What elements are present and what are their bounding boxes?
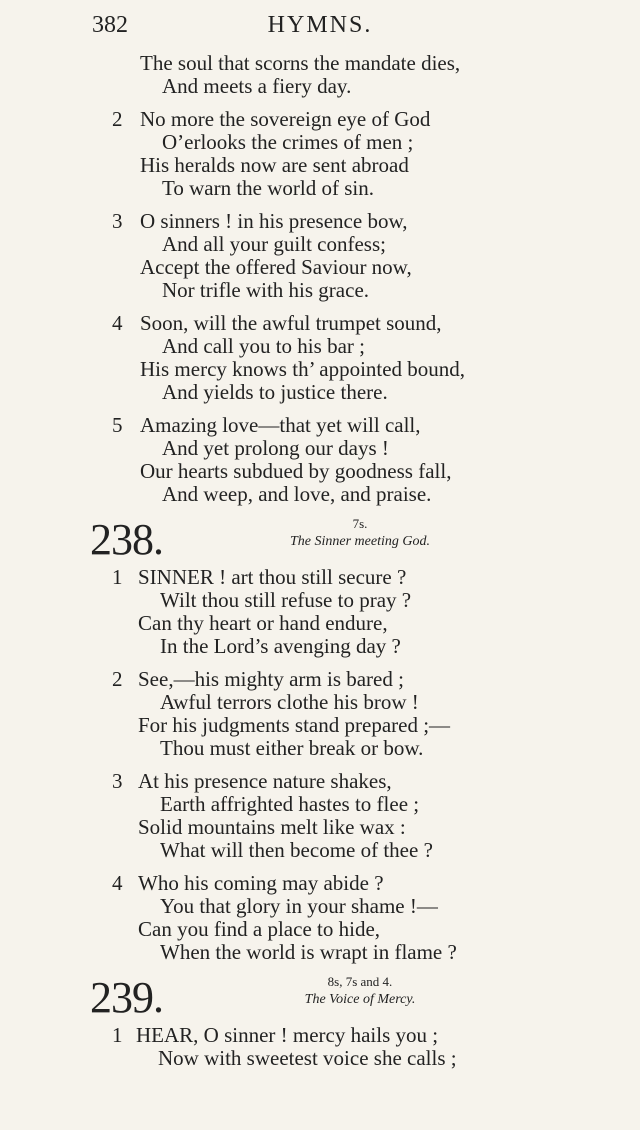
verse-text: And call you to his bar ; — [162, 334, 365, 358]
verse-line — [0, 131, 640, 154]
verse-line — [0, 233, 640, 256]
verse-line — [0, 566, 640, 589]
verse-text: Now with sweetest voice she calls ; — [158, 1046, 457, 1070]
stanza — [0, 566, 640, 658]
stanza-continued — [0, 52, 640, 98]
verse-line — [0, 437, 640, 460]
verse-text: Nor trifle with his grace. — [162, 278, 370, 302]
verse-line — [0, 589, 640, 612]
verse-line — [0, 816, 640, 839]
stanza-number: 1 — [112, 565, 123, 589]
verse-text: And yields to justice there. — [162, 380, 388, 404]
verse-line — [0, 793, 640, 816]
verse-line — [0, 1047, 640, 1070]
stanza-number: 4 — [112, 311, 123, 335]
verse-text: Solid mountains melt like wax : — [138, 815, 406, 839]
verse-line — [0, 52, 640, 75]
verse-line — [0, 210, 640, 233]
verse-text: Thou must either break or bow. — [160, 736, 424, 760]
verse-text: To warn the world of sin. — [162, 176, 374, 200]
verse-text: SINNER ! art thou still secure ? — [138, 565, 407, 589]
stanza-number: 2 — [112, 107, 123, 131]
stanza — [0, 872, 640, 964]
verse-text: For his judgments stand prepared ;— — [138, 713, 451, 737]
stanza-number: 4 — [112, 871, 123, 895]
verse-line — [0, 918, 640, 941]
verse-line — [0, 381, 640, 404]
verse-text: And yet prolong our days ! — [162, 436, 389, 460]
verse-text: Earth affrighted hastes to flee ; — [160, 792, 420, 816]
verse-line — [0, 460, 640, 483]
verse-line — [0, 256, 640, 279]
verse-line — [0, 872, 640, 895]
verse-line — [0, 635, 640, 658]
verse-text: When the world is wrapt in flame ? — [160, 940, 457, 964]
stanza-number: 1 — [112, 1023, 123, 1047]
stanza-number: 5 — [112, 413, 123, 437]
verse-text: Can you find a place to hide, — [138, 917, 381, 941]
verse-text: O’erlooks the crimes of men ; — [162, 130, 414, 154]
verse-text: Amazing love—that yet will call, — [140, 413, 421, 437]
stanza-number: 3 — [112, 769, 123, 793]
verse-text: His heralds now are sent abroad — [140, 153, 409, 177]
verse-text: See,—his mighty arm is bared ; — [138, 667, 404, 691]
verse-line — [0, 839, 640, 862]
stanza-number: 3 — [112, 209, 123, 233]
verse-text: Our hearts subdued by goodness fall, — [140, 459, 452, 483]
verse-line — [0, 108, 640, 131]
verse-line — [0, 414, 640, 437]
verse-text: Can thy heart or hand endure, — [138, 611, 388, 635]
verse-text: At his presence nature shakes, — [138, 769, 392, 793]
stanza — [0, 312, 640, 404]
hymn-title: The Sinner meeting God. — [290, 534, 430, 549]
verse-line — [0, 358, 640, 381]
stanza — [0, 1024, 640, 1070]
hymn-number: 239. — [90, 973, 163, 1022]
verse-text: Awful terrors clothe his brow ! — [160, 690, 419, 714]
verse-line — [0, 714, 640, 737]
hymn-number: 238. — [90, 515, 163, 564]
hymn-meter: 7s. — [352, 516, 368, 531]
page-header — [0, 12, 640, 42]
verse-text: Accept the offered Saviour now, — [140, 255, 412, 279]
hymn-meter: 8s, 7s and 4. — [327, 974, 393, 989]
verse-text: You that glory in your shame !— — [160, 894, 438, 918]
verse-text: Soon, will the awful trumpet sound, — [140, 311, 442, 335]
verse-line — [0, 737, 640, 760]
verse-text: And all your guilt confess; — [162, 232, 386, 256]
verse-text: In the Lord’s avenging day ? — [160, 634, 401, 658]
page-number: 382 — [92, 12, 128, 38]
hymn-title: The Voice of Mercy. — [304, 992, 416, 1007]
verse-line — [0, 154, 640, 177]
hymn-heading-238 — [0, 516, 640, 564]
verse-text: And weep, and love, and praise. — [162, 482, 432, 506]
verse-line — [0, 612, 640, 635]
verse-line — [0, 668, 640, 691]
page-content — [0, 52, 640, 1080]
hymn-heading-239 — [0, 974, 640, 1022]
stanza — [0, 770, 640, 862]
verse-line — [0, 75, 640, 98]
verse-line — [0, 335, 640, 358]
verse-line — [0, 895, 640, 918]
stanza-number: 2 — [112, 667, 123, 691]
verse-text: Wilt thou still refuse to pray ? — [160, 588, 412, 612]
verse-text: No more the sovereign eye of God — [140, 107, 431, 131]
verse-text: HEAR, O sinner ! mercy hails you ; — [136, 1023, 439, 1047]
verse-text: The soul that scorns the mandate dies, — [140, 51, 461, 75]
verse-line — [0, 279, 640, 302]
stanza — [0, 108, 640, 200]
verse-text: And meets a fiery day. — [162, 74, 352, 98]
verse-line — [0, 941, 640, 964]
verse-line — [0, 312, 640, 335]
stanza — [0, 414, 640, 506]
verse-text: His mercy knows th’ appointed bound, — [140, 357, 466, 381]
verse-line — [0, 691, 640, 714]
verse-line — [0, 483, 640, 506]
verse-text: O sinners ! in his presence bow, — [140, 209, 408, 233]
stanza — [0, 210, 640, 302]
verse-line — [0, 770, 640, 793]
verse-text: Who his coming may abide ? — [138, 871, 384, 895]
verse-line — [0, 1024, 640, 1047]
verse-line — [0, 177, 640, 200]
verse-text: What will then become of thee ? — [160, 838, 433, 862]
stanza — [0, 668, 640, 760]
running-title: HYMNS. — [267, 12, 373, 38]
